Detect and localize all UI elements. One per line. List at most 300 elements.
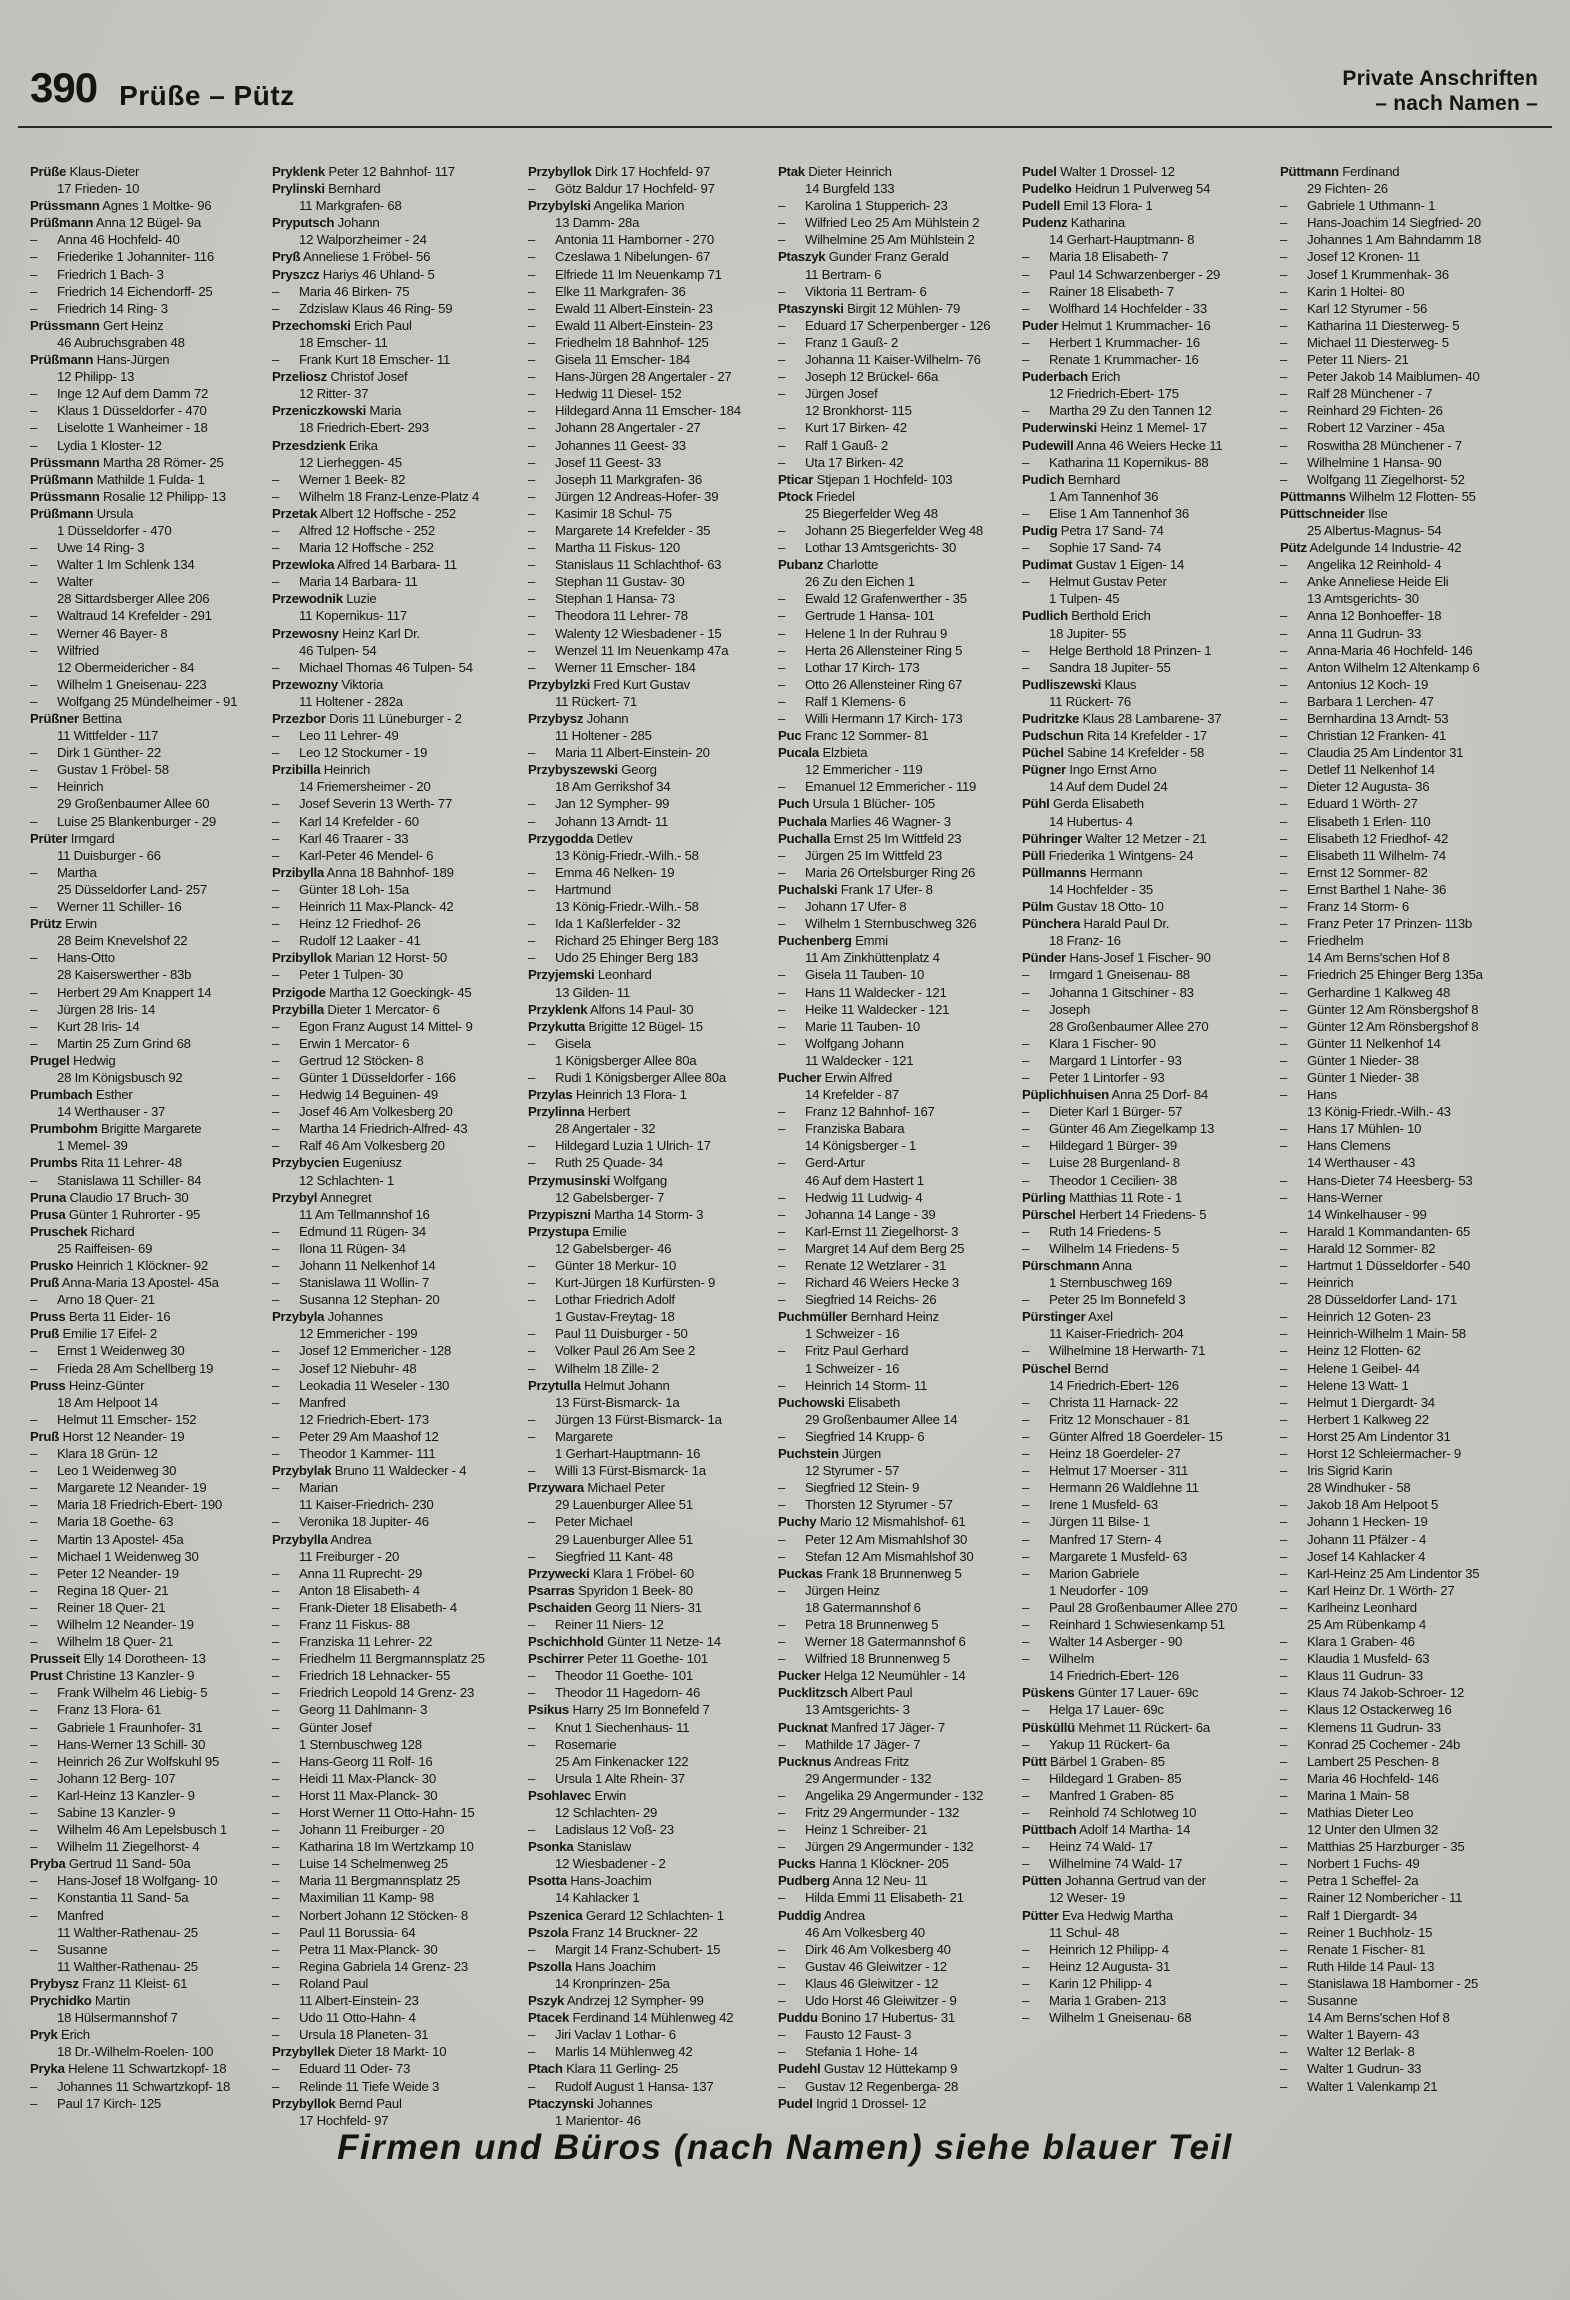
ditto-dash: – [1280,1223,1288,1239]
ditto-dash: – [272,1223,280,1239]
surname: Przywecki [528,1565,590,1581]
surname: Pucks [778,1856,816,1872]
ditto-dash: – [1280,1941,1288,1957]
directory-line: Pruß Anna-Maria 13 Apostel- 45a [30,1275,219,1291]
directory-line: – Wilhelmine 18 Herwarth- 71 [1022,1343,1206,1359]
directory-line: – Karolina 1 Stupperich- 23 [778,198,948,214]
directory-line: 14 Werthauser - 43 [1307,1155,1416,1171]
ditto-dash: – [528,403,536,419]
ditto-dash: – [272,1343,280,1359]
ditto-dash: – [778,437,786,453]
directory-line: Przewozny Viktoria [272,676,384,692]
directory-line: – Peter 1 Tulpen- 30 [272,967,403,983]
directory-line: – Susanne [1280,1993,1358,2009]
ditto-dash: – [1280,1446,1288,1462]
directory-line: – Wilhelm 11 Ziegelhorst- 4 [30,1839,200,1855]
directory-line: 25 Albertus-Magnus- 54 [1307,522,1442,538]
directory-line: – Manfred 1 Graben- 85 [1022,1787,1174,1803]
directory-line: – Ewald 11 Albert-Einstein- 23 [528,317,713,333]
directory-line: – Angelika 12 Reinhold- 4 [1280,557,1442,573]
ditto-dash: – [1280,779,1288,795]
surname: Przybylak [272,1463,332,1479]
directory-line: – Johann 17 Ufer- 8 [778,899,907,915]
ditto-dash: – [1022,454,1030,470]
ditto-dash: – [30,574,38,590]
surname: Pütz [1280,540,1307,556]
directory-line: – Margard 1 Lintorfer - 93 [1022,1052,1182,1068]
ditto-dash: – [1280,745,1288,761]
directory-line: – Martha 29 Zu den Tannen 12 [1022,403,1212,419]
directory-line: Przybilla Dieter 1 Mercator- 6 [272,1001,440,1017]
directory-line: Püttmann Ferdinand [1280,164,1400,179]
directory-line: Puderbach Erich [1022,369,1121,385]
directory-line: – Leo 12 Stockumer - 19 [272,745,428,761]
directory-line: – Peter 25 Im Bonnefeld 3 [1022,1292,1186,1308]
directory-line: Pürling Matthias 11 Rote - 1 [1022,1189,1182,1205]
directory-line: – Eduard 17 Scherpenberger - 126 [778,317,991,333]
ditto-dash: – [1022,540,1030,556]
directory-line: – Johann 25 Biegerfelder Weg 48 [778,522,983,538]
surname: Pruß [30,1275,60,1291]
directory-line: 46 Tulpen- 54 [299,642,377,658]
directory-line: Pütten Johanna Gertrud van der [1022,1873,1206,1889]
ditto-dash: – [778,1975,786,1991]
directory-line: 14 Am Berns'schen Hof 8 [1307,2010,1450,2026]
ditto-dash: – [1022,1651,1030,1667]
ditto-dash: – [30,984,38,1000]
ditto-dash: – [528,1685,536,1701]
ditto-dash: – [30,1565,38,1581]
ditto-dash: – [1280,1719,1288,1735]
directory-line: Ptaszynski Birgit 12 Mühlen- 79 [778,300,961,316]
directory-line: Prüssmann Martha 28 Römer- 25 [30,454,224,470]
surname: Pudich [1022,471,1065,487]
ditto-dash: – [528,864,536,880]
directory-line: – Johanna 11 Kaiser-Wilhelm- 76 [778,352,981,368]
surname: Pruß [30,1428,60,1444]
directory-line: – Christa 11 Harnack- 22 [1022,1394,1179,1410]
directory-line: – Walenty 12 Wiesbadener - 15 [528,625,722,641]
directory-line: – Peter 29 Am Maashof 12 [272,1428,439,1444]
directory-line: – Josef 14 Kahlacker 4 [1280,1548,1426,1564]
ditto-dash: – [1022,266,1030,282]
ditto-dash: – [1280,967,1288,983]
directory-line: – Ralf 28 Münchener - 7 [1280,386,1433,402]
directory-line: – Karlheinz Leonhard [1280,1599,1417,1615]
directory-line: Puchy Mario 12 Mismahlshof- 61 [778,1514,966,1530]
directory-line: – Manfred [30,1907,104,1923]
surname: Pudel [1022,164,1057,179]
directory-line: – Stephan 11 Gustav- 30 [528,574,685,590]
ditto-dash: – [1280,557,1288,573]
directory-line: – Maria 18 Elisabeth- 7 [1022,249,1169,265]
surname: Puder [1022,317,1059,333]
directory-line: 18 Emscher- 11 [299,334,388,350]
directory-line: – Thorsten 12 Styrumer - 57 [778,1497,953,1513]
directory-line: Przechomski Erich Paul [272,317,412,333]
directory-column-4 [778,163,1030,2112]
directory-line: – Ernst Barthel 1 Nahe- 36 [1280,881,1447,897]
directory-line: – Peter Jakob 14 Maiblumen- 40 [1280,369,1480,385]
directory-line: – Harald 1 Kommandanten- 65 [1280,1223,1471,1239]
directory-line: – Karl 12 Styrumer - 56 [1280,300,1428,316]
directory-line: – Viktoria 11 Bertram- 6 [778,283,927,299]
ditto-dash: – [30,1548,38,1564]
ditto-dash: – [778,967,786,983]
directory-line: Pucker Helga 12 Neumühler - 14 [778,1668,966,1684]
directory-line: 14 Am Berns'schen Hof 8 [1307,950,1450,966]
directory-line: – Friedrich 14 Ring- 3 [30,300,168,316]
ditto-dash: – [30,950,38,966]
ditto-dash: – [1280,317,1288,333]
directory-line: Prusko Heinrich 1 Klöckner- 92 [30,1258,208,1273]
directory-line: 12 Schlachten- 1 [299,1172,394,1188]
surname: Ptak [778,164,805,179]
surname: Pryklenk [272,164,325,179]
surname: Puchalla [778,830,831,846]
ditto-dash: – [1280,1736,1288,1752]
directory-line: – Helene 1 In der Ruhrau 9 [778,625,948,641]
directory-line: – Theodor 1 Cecilien- 38 [1022,1172,1177,1188]
directory-line: – Josef 12 Emmericher - 128 [272,1343,452,1359]
surname: Przybyllek [272,2044,335,2060]
ditto-dash: – [272,1582,280,1598]
surname: Pryszcz [272,266,320,282]
directory-line: – Hildegard Anna 11 Emscher- 184 [528,403,741,419]
surname: Pszyk [528,1993,565,2009]
directory-line: 17 Frieden- 10 [57,181,140,197]
directory-line: – Helene 1 Geibel- 44 [1280,1360,1420,1376]
directory-line: 28 Im Königsbusch 92 [57,1069,183,1085]
surname: Pütt [1022,1753,1047,1769]
directory-line: Puchalla Ernst 25 Im Wittfeld 23 [778,830,962,846]
surname: Pudritzke [1022,711,1080,726]
surname: Przigode [272,984,326,1000]
directory-line: – Johannes 1 Am Bahndamm 18 [1280,232,1482,248]
ditto-dash: – [1022,1514,1030,1530]
directory-line: Püsküllü Mehmet 11 Rückert- 6a [1022,1719,1210,1735]
directory-line: – Karl-Heinz 13 Kanzler- 9 [30,1787,195,1803]
directory-line: 1 Am Tannenhof 36 [1049,488,1159,504]
directory-line: Pünder Hans-Josef 1 Fischer- 90 [1022,950,1211,966]
ditto-dash: – [778,2044,786,2060]
directory-line: – Volker Paul 26 Am See 2 [528,1343,696,1359]
surname: Pschirrer [528,1651,584,1667]
directory-line: – Reiner 11 Niers- 12 [528,1616,664,1632]
ditto-dash: – [778,608,786,624]
ditto-dash: – [528,1736,536,1752]
ditto-dash: – [1022,1531,1030,1547]
directory-line: – Stanislawa 11 Wollin- 7 [272,1275,430,1291]
directory-line: – Renate 12 Wetzlarer - 31 [778,1258,947,1273]
directory-line: Pubanz Charlotte [778,557,879,573]
ditto-dash: – [1280,2044,1288,2060]
directory-line: Przeliosz Christof Josef [272,369,408,385]
directory-line: Psohlavec Erwin [528,1787,627,1803]
directory-line: Pügner Ingo Ernst Arno [1022,762,1157,778]
ditto-dash: – [1022,334,1030,350]
directory-line: Pudenz Katharina [1022,215,1126,231]
directory-line: – Wilhelmine 25 Am Mühlstein 2 [778,232,975,248]
directory-line: Ptacek Ferdinand 14 Mühlenweg 42 [528,2010,734,2026]
directory-line: Przypiszni Martha 14 Storm- 3 [528,1206,704,1222]
surname: Pryputsch [272,215,335,231]
directory-line: – Ernst 1 Weidenweg 30 [30,1343,185,1359]
directory-line: 18 Dr.-Wilhelm-Roelen- 100 [57,2044,214,2060]
directory-line: – Eduard 11 Oder- 73 [272,2061,411,2077]
ditto-dash: – [1280,1514,1288,1530]
directory-line: – Rainer 18 Elisabeth- 7 [1022,283,1174,299]
directory-line: Ptaczynski Johannes [528,2095,653,2111]
ditto-dash: – [30,1702,38,1718]
directory-line: – Herbert 29 Am Knappert 14 [30,984,212,1000]
ditto-dash: – [1022,403,1030,419]
ditto-dash: – [1280,1411,1288,1427]
ditto-dash: – [528,454,536,470]
directory-line: – Gerhardine 1 Kalkweg 48 [1280,984,1451,1000]
directory-line: – Wilfried 18 Brunnenweg 5 [778,1651,951,1667]
directory-line: Pudel Ingrid 1 Drossel- 12 [778,2095,927,2111]
directory-line: – Anna 11 Ruprecht- 29 [272,1565,423,1581]
directory-line: – Ewald 12 Grafenwerther - 35 [778,591,967,607]
ditto-dash: – [1280,352,1288,368]
directory-line: – Ernst 12 Sommer- 82 [1280,864,1428,880]
surname: Przibylla [272,864,324,880]
directory-line: Pszola Franz 14 Bruckner- 22 [528,1924,698,1940]
ditto-dash: – [30,762,38,778]
surname: Przybylla [272,1531,328,1547]
directory-line: – Leo 1 Weidenweg 30 [30,1463,177,1479]
ditto-dash: – [1280,1052,1288,1068]
directory-line: Pühringer Walter 12 Metzer - 21 [1022,830,1207,846]
ditto-dash: – [778,1787,786,1803]
surname: Puddig [778,1907,822,1923]
ditto-dash: – [1022,1565,1030,1581]
directory-line: 29 Lauenburger Allee 51 [555,1531,693,1547]
directory-line: – Elisabeth 1 Erlen- 110 [1280,813,1431,829]
ditto-dash: – [1280,933,1288,949]
directory-line: – Manfred [272,1394,346,1410]
ditto-dash: – [272,471,280,487]
ditto-dash: – [1022,1172,1030,1188]
directory-line: – Wilhelm 18 Quer- 21 [30,1634,174,1650]
directory-line: – Fritz Paul Gerhard [778,1343,909,1359]
ditto-dash: – [778,1035,786,1051]
directory-line: – Udo 11 Otto-Hahn- 4 [272,2010,416,2026]
directory-line: – Margarete 1 Musfeld- 63 [1022,1548,1187,1564]
surname: Przewosny [272,625,339,641]
surname: Psarras [528,1582,575,1598]
ditto-dash: – [778,386,786,402]
ditto-dash: – [1280,2078,1288,2094]
directory-line: – Klaus 46 Gleiwitzer - 12 [778,1975,939,1991]
ditto-dash: – [30,1719,38,1735]
directory-line: – Ralf 1 Gauß- 2 [778,437,888,453]
directory-line: – Margret 14 Auf dem Berg 25 [778,1240,965,1256]
ditto-dash: – [1022,1052,1030,1068]
ditto-dash: – [1022,1446,1030,1462]
ditto-dash: – [778,1651,786,1667]
directory-line: – Franz 1 Gauß- 2 [778,334,898,350]
ditto-dash: – [1280,1548,1288,1564]
directory-line: Psarras Spyridon 1 Beek- 80 [528,1582,693,1598]
directory-line: – Johann 11 Nelkenhof 14 [272,1258,436,1273]
ditto-dash: – [30,1514,38,1530]
directory-line: – Siegfried 14 Krupp- 6 [778,1428,925,1444]
page-range: Prüße – Pütz [119,80,295,111]
ditto-dash: – [778,1582,786,1598]
ditto-dash: – [1280,1172,1288,1188]
ditto-dash: – [30,420,38,436]
ditto-dash: – [30,1172,38,1188]
directory-line: – Johann 1 Hecken- 19 [1280,1514,1428,1530]
directory-line: – Peter 11 Niers- 21 [1280,352,1409,368]
ditto-dash: – [1280,899,1288,915]
directory-line: Pryklenk Peter 12 Bahnhof- 117 [272,164,455,179]
directory-line: – Manfred 17 Stern- 4 [1022,1531,1162,1547]
surname: Przybyszewski [528,762,618,778]
ditto-dash: – [1022,1463,1030,1479]
directory-line: 18 Friedrich-Ebert- 293 [299,420,429,436]
directory-line: 29 Großenbaumer Allee 60 [57,796,210,812]
directory-line: – Arno 18 Quer- 21 [30,1292,155,1308]
directory-line: – Rudolf 12 Laaker - 41 [272,933,421,949]
ditto-dash: – [30,899,38,915]
directory-line: – Regina 18 Quer- 21 [30,1582,169,1598]
directory-line: Pünchera Harald Paul Dr. [1022,916,1170,932]
ditto-dash: – [30,2095,38,2111]
directory-line: 13 König-Friedr.-Wilh.- 58 [555,899,699,915]
directory-line: – Helmut Gustav Peter [1022,574,1167,590]
directory-line: Przylinna Herbert [528,1104,631,1120]
directory-line: – Josef Severin 13 Werth- 77 [272,796,453,812]
surname: Pryka [30,2061,65,2077]
directory-line: Przybyszewski Georg [528,762,657,778]
directory-line: 14 Kronprinzen- 25a [555,1975,670,1991]
ditto-dash: – [1280,1360,1288,1376]
directory-line: Pryszcz Hariys 46 Uhland- 5 [272,266,435,282]
directory-line: 11 Rückert- 71 [555,693,638,709]
ditto-dash: – [1022,984,1030,1000]
ditto-dash: – [272,1087,280,1103]
ditto-dash: – [528,1326,536,1342]
directory-line: 18 Gatermannshof 6 [805,1599,921,1615]
directory-line: 29 Angermunder - 132 [805,1770,932,1786]
directory-line: – Uta 17 Birken- 42 [778,454,904,470]
directory-line: – Ladislaus 12 Voß- 23 [528,1822,674,1838]
directory-line: – Werner 46 Bayer- 8 [30,625,168,641]
surname: Püskens [1022,1685,1075,1701]
directory-line: Prüßmann Hans-Jürgen [30,352,170,368]
ditto-dash: – [272,1428,280,1444]
directory-line: – Kasimir 18 Schul- 75 [528,505,672,521]
ditto-dash: – [30,1685,38,1701]
directory-line: – Klemens 11 Gudrun- 33 [1280,1719,1441,1735]
directory-line: Pucher Erwin Alfred [778,1069,892,1085]
directory-line: – Maria 18 Friedrich-Ebert- 190 [30,1497,222,1513]
directory-line: – Heinz 18 Goerdeler- 27 [1022,1446,1181,1462]
directory-line: – Joseph 12 Brückel- 66a [778,369,939,385]
directory-line: – Antonia 11 Hamborner - 270 [528,232,714,248]
directory-line: – Liselotte 1 Wanheimer - 18 [30,420,208,436]
ditto-dash: – [272,488,280,504]
ditto-dash: – [778,454,786,470]
directory-line: – Walter 14 Asberger - 90 [1022,1634,1183,1650]
directory-line: Przybysz Johann [528,711,629,726]
ditto-dash: – [1280,1001,1288,1017]
surname: Przibilla [272,762,321,778]
directory-line: Püplichhuisen Anna 25 Dorf- 84 [1022,1087,1208,1103]
ditto-dash: – [1280,1599,1288,1615]
surname: Pürstinger [1022,1309,1086,1325]
directory-line: Pruß Horst 12 Neander- 19 [30,1428,185,1444]
directory-line: – Jürgen 11 Bilse- 1 [1022,1514,1150,1530]
ditto-dash: – [1022,1787,1030,1803]
ditto-dash: – [1280,386,1288,402]
directory-line: 14 Hubertus- 4 [1049,813,1133,829]
ditto-dash: – [1280,813,1288,829]
ditto-dash: – [1022,1736,1030,1752]
directory-line: – Erwin 1 Mercator- 6 [272,1035,410,1051]
ditto-dash: – [272,283,280,299]
ditto-dash: – [778,1839,786,1855]
ditto-dash: – [1280,574,1288,590]
directory-line: Przezbor Doris 11 Lüneburger - 2 [272,711,462,726]
directory-line: 11 Holtener - 285 [555,728,652,744]
directory-line: – Anton Wilhelm 12 Altenkamp 6 [1280,659,1480,675]
directory-line: – Werner 11 Emscher- 184 [528,659,696,675]
directory-line: – Theodora 11 Lehrer- 78 [528,608,688,624]
directory-line: – Gustav 12 Regenberga- 28 [778,2078,959,2094]
directory-line: – Wilfried [30,642,99,658]
ditto-dash: – [1280,1907,1288,1923]
ditto-dash: – [778,420,786,436]
directory-line: 1 Königsberger Allee 80a [555,1052,697,1068]
ditto-dash: – [30,1497,38,1513]
directory-line: – Uwe 14 Ring- 3 [30,540,145,556]
directory-line: Prust Christine 13 Kanzler- 9 [30,1668,195,1684]
surname: Pucknat [778,1719,828,1735]
ditto-dash: – [30,232,38,248]
directory-line: – Hans [1280,1087,1337,1103]
directory-line: – Günter Alfred 18 Goerdeler- 15 [1022,1428,1223,1444]
directory-line: 1 Gerhart-Hauptmann- 16 [555,1446,701,1462]
directory-line: 46 Am Volkesberg 40 [805,1924,925,1940]
directory-line: – Stanislaus 11 Schlachthof- 63 [528,557,722,573]
ditto-dash: – [30,1770,38,1786]
directory-line: – Maria 14 Barbara- 11 [272,574,418,590]
directory-line: – Fausto 12 Faust- 3 [778,2027,912,2043]
directory-line: – Wolfgang Johann [778,1035,904,1051]
ditto-dash: – [30,1446,38,1462]
ditto-dash: – [1280,1035,1288,1051]
surname: Prüssmann [30,317,100,333]
directory-line: – Heinrich 12 Philipp- 4 [1022,1941,1169,1957]
directory-column-1 [30,163,282,2112]
surname: Ptacek [528,2010,570,2026]
directory-line: – Heinz 74 Wald- 17 [1022,1839,1153,1855]
directory-line: 14 Krefelder - 87 [805,1087,899,1103]
directory-line: – Dieter 12 Augusta- 36 [1280,779,1430,795]
ditto-dash: – [272,1599,280,1615]
ditto-dash: – [778,1189,786,1205]
ditto-dash: – [528,369,536,385]
ditto-dash: – [1022,1770,1030,1786]
ditto-dash: – [30,1890,38,1906]
ditto-dash: – [778,232,786,248]
ditto-dash: – [272,1873,280,1889]
directory-line: Przibylla Anna 18 Bahnhof- 189 [272,864,454,880]
